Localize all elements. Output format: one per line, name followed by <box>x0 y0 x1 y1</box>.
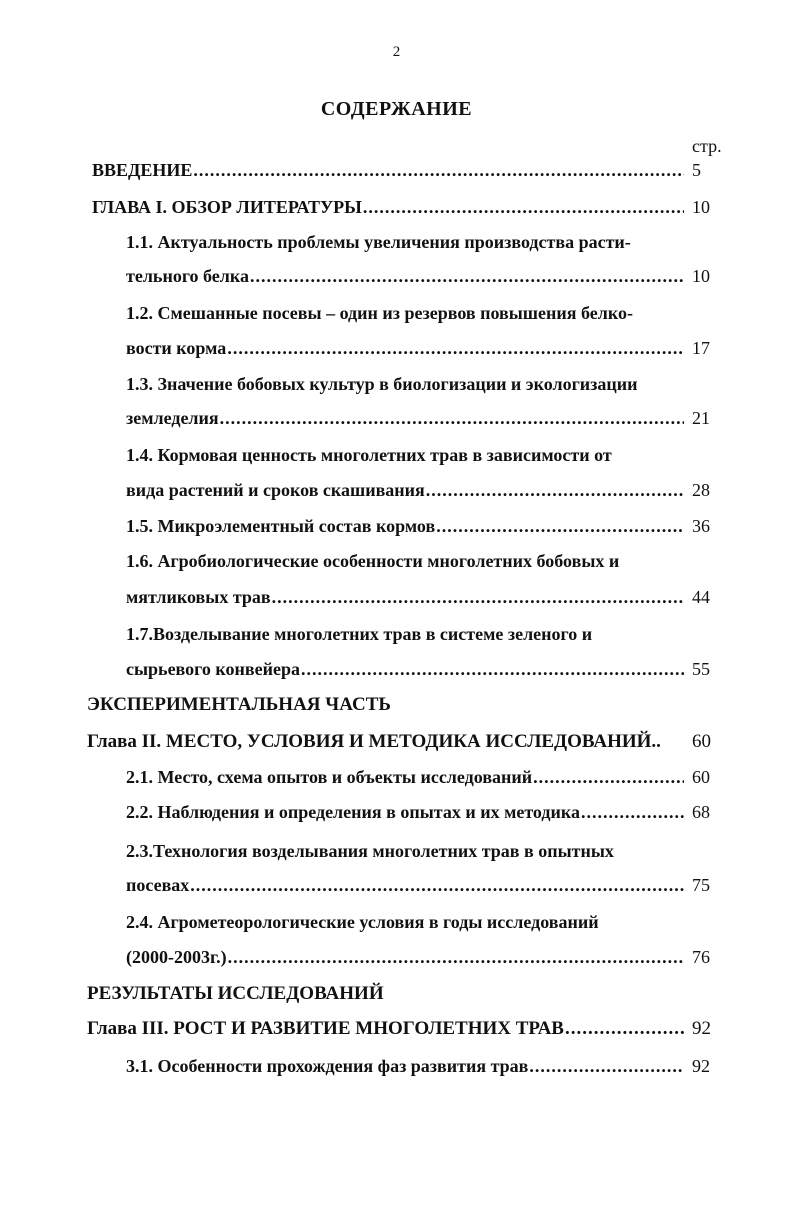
toc-entry-text: ВВЕДЕНИЕ <box>92 160 193 180</box>
toc-entry-1-5[interactable] <box>126 513 716 539</box>
leader-dots <box>228 944 684 970</box>
toc-entry-text: вида растений и сроков скашивания <box>126 480 425 500</box>
leader-dots <box>193 157 684 183</box>
leader-dots <box>529 1053 684 1079</box>
toc-entry-2-4-line1[interactable]: 2.4. Агрометеорологические условия в годы исследований <box>126 912 599 932</box>
toc-entry-text: 2.1. Место, схема опытов и объекты исследований <box>126 767 533 787</box>
toc-entry-1-2[interactable] <box>126 335 716 361</box>
toc-entry-text: (2000-2003г.) <box>126 947 227 967</box>
toc-page-number: 44 <box>692 587 710 607</box>
toc-page-number: 55 <box>692 659 710 679</box>
leader-dots <box>301 656 684 682</box>
leader-dots <box>190 872 684 898</box>
toc-entry-text: 2.2. Наблюдения и определения в опытах и их методика <box>126 802 580 822</box>
leader-dots <box>227 335 684 361</box>
toc-entry-1-2-line1[interactable]: 1.2. Смешанные посевы – один из резервов повышения белко- <box>126 303 633 323</box>
toc-page-number: 5 <box>692 160 701 180</box>
toc-entry-1-4[interactable] <box>126 477 716 503</box>
toc-entry-2-1[interactable] <box>126 764 716 790</box>
page-number: 2 <box>392 44 401 60</box>
toc-entry-intro[interactable] <box>92 157 716 183</box>
toc-entry-1-1-line1[interactable]: 1.1. Актуальность проблемы увеличения производства расти- <box>126 232 631 252</box>
toc-entry-text: Глава III. РОСТ И РАЗВИТИЕ МНОГОЛЕТНИХ ТРАВ <box>87 1018 564 1039</box>
toc-entry-2-3-line1[interactable]: 2.3.Технология возделывания многолетних трав в опытных <box>126 841 614 861</box>
leader-dots <box>220 405 684 431</box>
toc-entry-text: сырьевого конвейера <box>126 659 300 679</box>
leader-dots <box>250 263 684 289</box>
toc-page-number: 92 <box>692 1018 711 1039</box>
toc-entry-chapter-1[interactable] <box>92 194 716 220</box>
toc-entry-text: 3.1. Особенности прохождения фаз развития трав <box>126 1056 529 1076</box>
toc-entry-text: 1.5. Микроэлементный состав кормов <box>126 516 436 536</box>
toc-entry-1-4-line1[interactable]: 1.4. Кормовая ценность многолетних трав в зависимости от <box>126 445 612 465</box>
toc-entry-text: земледелия <box>126 408 219 428</box>
toc-entry-text: Глава II. МЕСТО, УСЛОВИЯ И МЕТОДИКА ИССЛЕДОВАНИЙ.. <box>87 731 661 752</box>
toc-entry-1-7-line1[interactable]: 1.7.Возделывание многолетних трав в системе зеленого и <box>126 624 593 644</box>
leader-dots <box>363 194 684 220</box>
toc-entry-1-3[interactable] <box>126 405 716 431</box>
toc-entry-1-3-line1[interactable]: 1.3. Значение бобовых культур в биологизации и экологизации <box>126 374 638 394</box>
toc-entry-chapter-3[interactable] <box>87 1016 716 1042</box>
toc-title: СОДЕРЖАНИЕ <box>320 98 473 120</box>
toc-entry-1-6-line1[interactable]: 1.6. Агробиологические особенности многолетних бобовых и <box>126 551 620 571</box>
toc-page-number: 68 <box>692 802 710 822</box>
toc-entry-1-6[interactable] <box>126 584 716 610</box>
leader-dots <box>426 477 684 503</box>
leader-dots <box>565 1016 684 1042</box>
toc-page-number: 21 <box>692 408 710 428</box>
toc-entry-3-1[interactable] <box>126 1053 716 1079</box>
toc-entry-text: мятликовых трав <box>126 587 271 607</box>
leader-dots <box>581 799 684 825</box>
toc-entry-1-7[interactable] <box>126 656 716 682</box>
toc-page-number: 75 <box>692 875 710 895</box>
leader-dots <box>272 584 684 610</box>
toc-entry-text: вости корма <box>126 338 227 358</box>
toc-entry-chapter-2[interactable] <box>87 729 716 755</box>
toc-page-number: 10 <box>692 197 710 217</box>
toc-page-number: 36 <box>692 516 710 536</box>
page-column-label: стр. <box>692 136 722 156</box>
toc-page-number: 60 <box>692 731 711 752</box>
toc-page-number: 60 <box>692 767 710 787</box>
toc-page-number: 76 <box>692 947 710 967</box>
toc-entry-text: тельного белка <box>126 266 249 286</box>
toc-entry-text: посевах <box>126 875 190 895</box>
toc-entry-2-2[interactable] <box>126 799 716 825</box>
toc-page-number: 92 <box>692 1056 710 1076</box>
toc-page-number: 17 <box>692 338 710 358</box>
toc-entry-2-3[interactable] <box>126 872 716 898</box>
toc-entry-2-4[interactable] <box>126 944 716 970</box>
toc-page-number: 28 <box>692 480 710 500</box>
toc-part-experimental[interactable]: ЭКСПЕРИМЕНТАЛЬНАЯ ЧАСТЬ <box>87 694 391 715</box>
toc-page-number: 10 <box>692 266 710 286</box>
leader-dots <box>533 764 684 790</box>
toc-entry-1-1[interactable] <box>126 263 716 289</box>
toc-entry-text: ГЛАВА I. ОБЗОР ЛИТЕРАТУРЫ <box>92 197 362 217</box>
leader-dots <box>436 513 684 539</box>
toc-part-results[interactable]: РЕЗУЛЬТАТЫ ИССЛЕДОВАНИЙ <box>87 983 384 1004</box>
